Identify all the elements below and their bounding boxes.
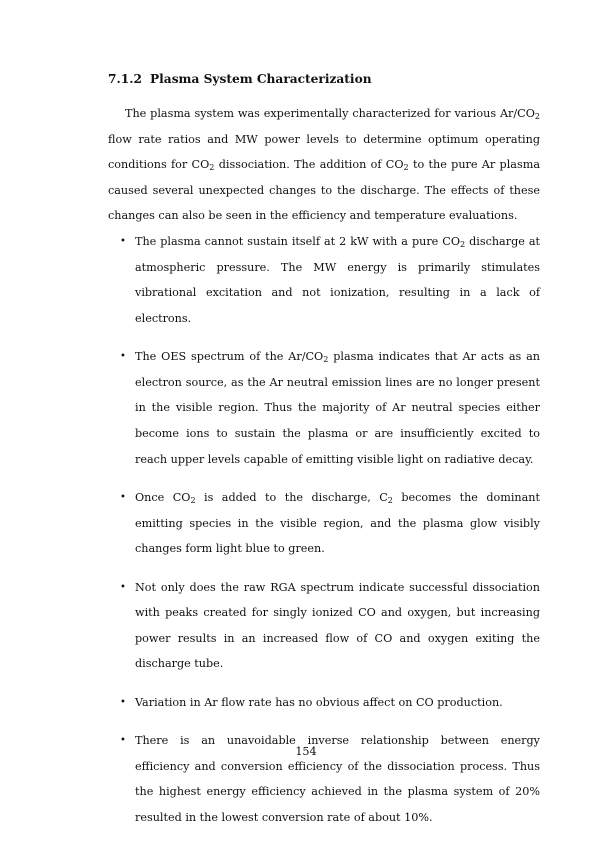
text-run: dissociation. The addition of CO: [214, 158, 404, 172]
text-run: to the pure Ar plasma caused several unexpected changes to the discharge. The effects of these changes can also be seen in the efficiency and temperature evaluations.: [108, 158, 540, 223]
section-heading: [108, 71, 538, 87]
subscript: 2: [209, 163, 215, 173]
bullet-icon: •: [120, 236, 126, 247]
list-item: [120, 344, 540, 472]
section-title: Plasma System Characterization: [150, 72, 372, 86]
text-run: Not only does the raw RGA spectrum indicate successful dissociation with peaks created for singly ionized CO and oxygen, but increasing power results in an increased flow of CO and oxygen exiting the discharge tube.: [135, 580, 540, 671]
text-run: There is an unavoidable inverse relationship between energy efficiency and conversion efficiency of the dissociation process. Thus the highest energy efficiency achieved in the plasma system of 20% resulted in the lowest conversion rate of about 10%.: [135, 734, 540, 824]
section-number: 7.1.2: [108, 72, 142, 86]
text-run: The plasma system was experimentally characterized for various Ar/CO: [125, 107, 535, 120]
text-run: Once CO: [135, 490, 191, 504]
text-run: The OES spectrum of the Ar/CO: [135, 350, 324, 364]
bullet-icon: •: [120, 581, 126, 593]
bullet-icon: •: [120, 491, 126, 503]
intro-paragraph: [108, 101, 540, 229]
text-run: plasma indicates that Ar acts as an electron source, as the Ar neutral emission lines are no longer present in the visible region. Thus the majority of Ar neutral species either become ions to sustain the plasma or are insufficiently excited to reach upper levels capable of emitting visible light on radiative decay.: [135, 350, 540, 466]
text-run: discharge at atmospheric pressure. The MW energy is primarily stimulates vibrational excitation and not ionization, resulting in a lack of electrons.: [135, 235, 540, 325]
subscript: 2: [323, 355, 329, 365]
text-run: flow rate ratios and MW power levels to determine optimum operating conditions for CO: [108, 132, 540, 172]
subscript: 2: [387, 495, 393, 505]
list-item: [120, 690, 540, 716]
list-item: [120, 485, 540, 562]
text-run: becomes the dominant emitting species in the visible region, and the plasma glow visibly changes form light blue to green.: [135, 490, 541, 556]
list-item: [120, 728, 540, 830]
bullet-icon: •: [120, 696, 126, 708]
bullet-icon: •: [120, 735, 126, 747]
text-run: is added to the discharge, C: [195, 490, 388, 504]
subscript: 2: [534, 112, 540, 122]
bullet-icon: •: [120, 351, 126, 363]
subscript: 2: [403, 163, 409, 173]
page-number: 154: [295, 745, 317, 758]
subscript: 2: [190, 495, 196, 505]
subscript: 2: [460, 240, 466, 250]
text-run: Variation in Ar flow rate has no obvious affect on CO production.: [135, 695, 503, 709]
list-item: [120, 575, 540, 677]
list-item: [120, 229, 540, 331]
text-run: The plasma cannot sustain itself at 2 kW with a pure CO: [135, 235, 460, 248]
